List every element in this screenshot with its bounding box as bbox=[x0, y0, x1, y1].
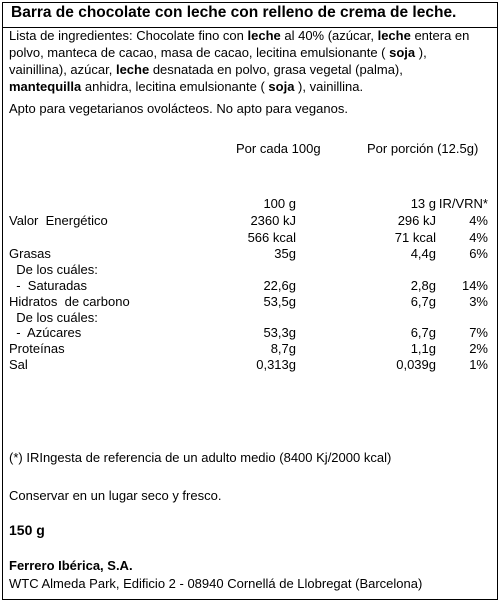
nutrient-label: Proteínas bbox=[9, 341, 65, 356]
product-title: Barra de chocolate con leche con relleno de crema de leche. bbox=[11, 4, 457, 21]
diet-note: Apto para vegetarianos ovolácteos. No apto para veganos. bbox=[9, 101, 348, 116]
allergen-text: leche bbox=[247, 28, 281, 43]
value-ir-vrn: 2% bbox=[469, 341, 488, 356]
storage-note: Conservar en un lugar seco y fresco. bbox=[9, 488, 222, 503]
value-per-100g: 2360 kJ bbox=[250, 213, 296, 228]
net-weight: 150 g bbox=[9, 522, 45, 538]
allergen-text: leche bbox=[115, 62, 150, 77]
value-per-100g: 53,3g bbox=[263, 325, 296, 340]
subheader-ir-vrn: IR/VRN* bbox=[438, 196, 488, 211]
value-ir-vrn: 4% bbox=[469, 213, 488, 228]
value-per-100g: 35g bbox=[274, 246, 296, 261]
nutrient-label: De los cuáles: bbox=[9, 262, 98, 277]
value-per-portion: 1,1g bbox=[410, 341, 436, 356]
ingredient-text: al 40% (azúcar, bbox=[280, 28, 378, 43]
header-per-portion: Por porción (12.5g) bbox=[367, 141, 479, 156]
value-per-portion: 2,8g bbox=[410, 278, 436, 293]
subheader-100g: 100 g bbox=[263, 196, 296, 211]
nutrient-label: De los cuáles: bbox=[9, 310, 98, 325]
ingredient-text: ), vainillina. bbox=[294, 79, 364, 94]
ingredients-line bbox=[9, 79, 363, 95]
ingredient-text: entera en bbox=[410, 28, 470, 43]
value-ir-vrn: 4% bbox=[469, 230, 488, 245]
nutrient-label: Hidratos de carbono bbox=[9, 294, 130, 309]
subheader-13g: 13 g bbox=[410, 196, 436, 211]
value-per-portion: 71 kcal bbox=[394, 230, 436, 245]
value-per-portion: 6,7g bbox=[410, 294, 436, 309]
value-per-portion: 0,039g bbox=[396, 357, 436, 372]
nutrient-label: - Saturadas bbox=[9, 278, 88, 293]
ingredient-text: vainillina), azúcar, bbox=[9, 62, 116, 77]
footnote: (*) IRIngesta de referencia de un adulto medio (8400 Kj/2000 kcal) bbox=[9, 450, 392, 465]
title-bar bbox=[3, 3, 497, 28]
value-per-portion: 296 kJ bbox=[397, 213, 436, 228]
ingredient-text: ), bbox=[415, 45, 427, 60]
value-per-100g: 53,5g bbox=[263, 294, 296, 309]
allergen-text: soja bbox=[268, 79, 295, 94]
company-name: Ferrero Ibérica, S.A. bbox=[9, 558, 133, 573]
ingredient-text: desnatada en polvo, grasa vegetal (palma), bbox=[149, 62, 403, 77]
ingredients-line bbox=[9, 28, 469, 44]
nutrient-label: Grasas bbox=[9, 246, 51, 261]
nutrient-label: Sal bbox=[9, 357, 28, 372]
ingredient-text: polvo, manteca de cacao, masa de cacao, lecitina emulsionante ( bbox=[9, 45, 390, 60]
value-per-100g: 8,7g bbox=[270, 341, 296, 356]
value-per-100g: 566 kcal bbox=[247, 230, 296, 245]
ingredients-line bbox=[9, 45, 427, 61]
value-per-100g: 0,313g bbox=[256, 357, 296, 372]
value-per-100g: 22,6g bbox=[263, 278, 296, 293]
allergen-text: mantequilla bbox=[9, 79, 82, 94]
header-per-100g: Por cada 100g bbox=[236, 141, 321, 156]
allergen-text: leche bbox=[377, 28, 411, 43]
allergen-text: soja bbox=[389, 45, 416, 60]
nutrient-label: - Azúcares bbox=[9, 325, 82, 340]
value-ir-vrn: 14% bbox=[461, 278, 488, 293]
value-ir-vrn: 6% bbox=[469, 246, 488, 261]
ingredients-line bbox=[9, 62, 403, 78]
nutrient-label: Valor Energético bbox=[9, 213, 108, 228]
company-address: WTC Almeda Park, Edificio 2 - 08940 Cornellá de Llobregat (Barcelona) bbox=[9, 576, 423, 591]
ingredient-text: anhidra, lecitina emulsionante ( bbox=[81, 79, 269, 94]
value-ir-vrn: 1% bbox=[469, 357, 488, 372]
value-per-portion: 6,7g bbox=[410, 325, 436, 340]
value-ir-vrn: 7% bbox=[469, 325, 488, 340]
value-per-portion: 4,4g bbox=[410, 246, 436, 261]
ingredient-text: Lista de ingredientes: Chocolate fino con bbox=[9, 28, 248, 43]
value-ir-vrn: 3% bbox=[469, 294, 488, 309]
